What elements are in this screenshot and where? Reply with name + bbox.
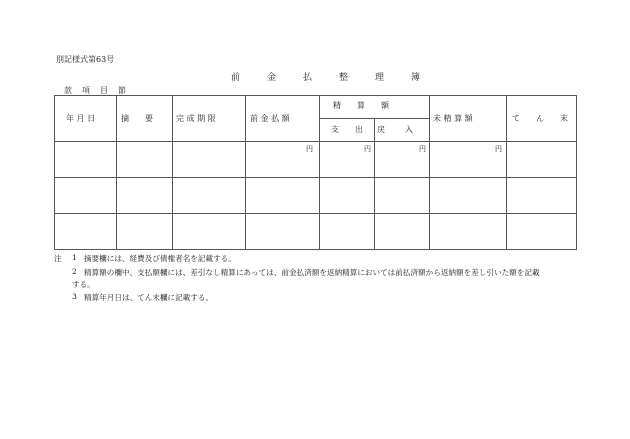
note-1-number: 1	[72, 253, 77, 262]
table-vline-7	[576, 95, 577, 250]
header-summary: 摘 要	[121, 114, 153, 123]
table-hline-2	[54, 177, 577, 178]
note-2-continuation: する。	[72, 280, 95, 289]
table-hline-3	[54, 213, 577, 214]
yen-payment: 円	[364, 145, 371, 153]
note-2-number: 2	[72, 267, 77, 276]
yen-unsettled: 円	[495, 145, 502, 153]
header-date: 年 月 日	[66, 114, 96, 123]
document-title: 前金払整理簿	[231, 73, 448, 83]
header-advance-payment: 前 金 払 額	[250, 114, 290, 123]
note-2-text: 精算額の欄中、支払額欄には、差引なし精算にあっては、前金払済額を返納精算においては前払済額から返納額を差し引いた額を記載	[84, 268, 540, 277]
table-vline-1	[116, 95, 117, 250]
yen-refund: 円	[419, 145, 426, 153]
table-vline-2	[172, 95, 173, 250]
table-vline-4	[319, 95, 320, 250]
table-hline-1	[54, 141, 577, 142]
note-3-number: 3	[72, 292, 77, 301]
header-settlement-amount: 精 算 額	[333, 101, 393, 110]
header-completion-deadline: 完 成 期 限	[176, 114, 216, 123]
table-vline-3	[245, 95, 246, 250]
header-unsettled-amount: 未 精 算 額	[433, 114, 473, 123]
header-details: て ん 末	[512, 114, 572, 123]
yen-advance: 円	[306, 145, 313, 153]
budget-category-label: 款項目節	[64, 86, 136, 95]
table-hline-4	[54, 249, 577, 250]
form-number: 別記様式第63号	[56, 55, 115, 64]
note-1-text: 摘要欄には、経費及び債権者名を記載する。	[84, 254, 236, 263]
table-vline-5	[429, 95, 430, 250]
note-3-text: 精算年月日は、てん末欄に記載する。	[84, 293, 214, 302]
notes-prefix: 注	[54, 254, 62, 263]
header-payment: 支 出	[331, 125, 363, 134]
header-refund: 戻 入	[377, 125, 419, 134]
table-vline-6	[506, 95, 507, 250]
table-vline-payment-refund	[374, 118, 375, 250]
table-hline-0	[54, 95, 577, 96]
table-vline-0	[54, 95, 55, 250]
